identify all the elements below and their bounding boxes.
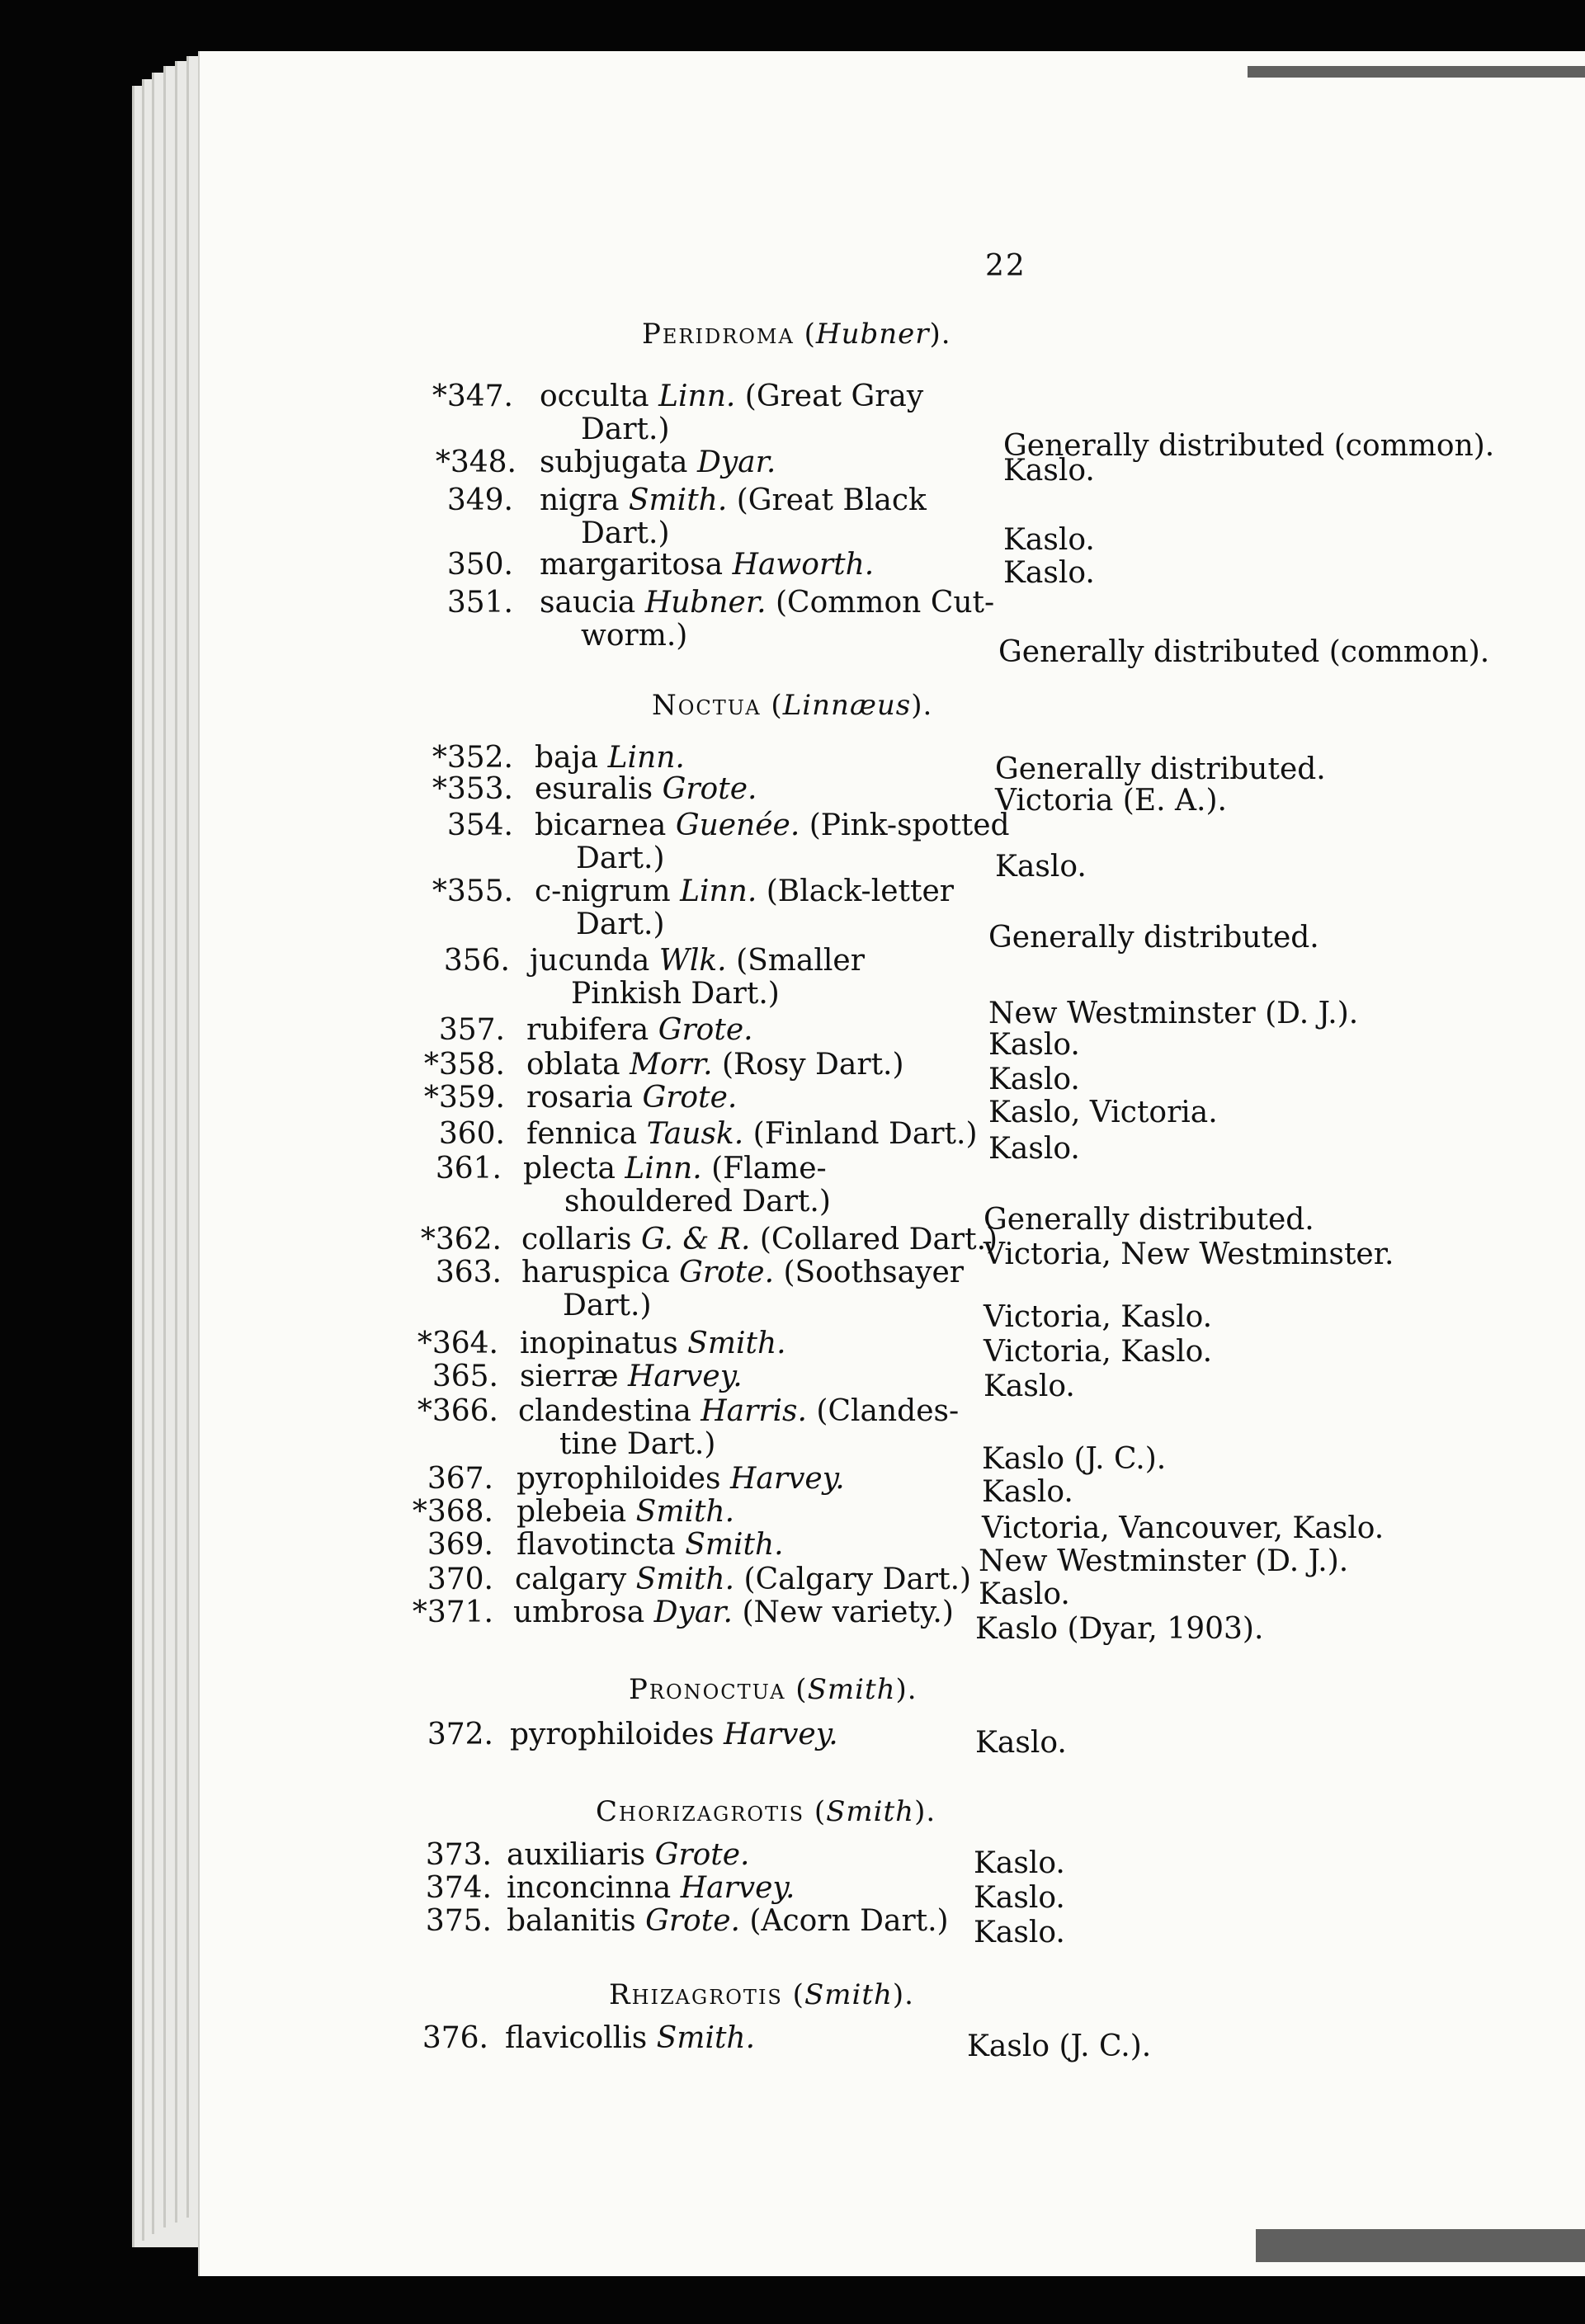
entry-number: 361. (435, 1152, 502, 1186)
entry-number: 354. (446, 808, 513, 842)
distribution-location: Kaslo (Dyar, 1903). (975, 1612, 1264, 1646)
species-author: Harvey. (680, 1871, 795, 1905)
species-author: Grote. (654, 1838, 750, 1872)
species-author: Grote. (658, 1013, 753, 1047)
distribution-location: Victoria, New Westminster. (984, 1237, 1394, 1271)
common-name: (Smaller (726, 944, 865, 978)
species-entry (523, 1152, 827, 1186)
species-author: Smith. (628, 483, 728, 517)
distribution-location: Kaslo. (984, 1369, 1075, 1403)
common-name-continued: Dart.) (576, 841, 665, 875)
entry-number: 374. (425, 1871, 492, 1905)
species-name: saucia (540, 586, 636, 620)
scan-edge-artifact (1256, 2229, 1585, 2262)
entry-number: *358. (423, 1048, 505, 1082)
entry-number: *348. (435, 445, 517, 479)
common-name: (Collared Dart.) (750, 1223, 998, 1256)
common-name-continued: Dart.) (581, 516, 670, 550)
genus-name: Peridroma (642, 318, 795, 351)
entry-number: 356. (443, 944, 510, 978)
species-entry (540, 445, 776, 479)
species-name: plebeia (517, 1495, 627, 1529)
species-entry (517, 1495, 734, 1529)
species-author: Harvey. (724, 1718, 838, 1751)
scan-edge-artifact (1248, 66, 1585, 78)
species-name: rubifera (526, 1013, 649, 1047)
entry-number: *359. (423, 1081, 505, 1115)
species-entry (540, 548, 874, 582)
distribution-location: New Westminster (D. J.). (988, 997, 1359, 1030)
species-entry (535, 874, 954, 908)
document-page (198, 51, 1585, 2276)
common-name-continued: shouldered Dart.) (564, 1185, 831, 1219)
species-author: Smith. (635, 1495, 735, 1529)
species-name: calgary (515, 1563, 627, 1596)
distribution-location: Kaslo. (975, 1726, 1067, 1760)
distribution-location: Kaslo (J. C.). (967, 2029, 1152, 2063)
entry-number: 357. (438, 1013, 505, 1047)
species-author: Grote. (662, 772, 757, 806)
common-name: (Black-letter (757, 874, 954, 908)
species-name: subjugata (540, 445, 688, 479)
genus-heading: Peridroma (Hubner). (642, 318, 951, 351)
species-author: Smith. (635, 1563, 735, 1596)
species-author: Smith. (685, 1528, 784, 1562)
species-name: clandestina (518, 1394, 691, 1428)
distribution-location: Generally distributed. (984, 1203, 1314, 1237)
species-name: occulta (540, 379, 649, 413)
distribution-location: Kaslo. (982, 1475, 1073, 1509)
common-name-continued: tine Dart.) (559, 1427, 716, 1461)
species-entry (526, 1048, 904, 1082)
species-name: collaris (521, 1223, 632, 1256)
species-entry (520, 1327, 786, 1360)
entry-number: 350. (446, 548, 513, 582)
species-entry (515, 1563, 971, 1596)
distribution-location: Generally distributed (common). (998, 635, 1490, 669)
entry-number: *366. (417, 1394, 498, 1428)
species-name: auxiliaris (507, 1838, 646, 1872)
species-name: baja (535, 741, 599, 775)
species-entry (526, 1117, 978, 1151)
entry-number: 375. (425, 1904, 492, 1938)
species-entry (518, 1394, 959, 1428)
genus-name: Chorizagrotis (596, 1795, 805, 1828)
species-name: margaritosa (540, 548, 724, 582)
genus-author: Smith (807, 1673, 896, 1706)
common-name: (Acorn Dart.) (739, 1904, 949, 1938)
distribution-location: Kaslo. (1003, 454, 1095, 488)
species-name: bicarnea (535, 808, 667, 842)
species-name: esuralis (535, 772, 653, 806)
genus-heading: Noctua (Linnæus). (652, 689, 933, 722)
common-name: (Great Black (727, 483, 927, 517)
species-entry (521, 1223, 998, 1256)
common-name-continued: Pinkish Dart.) (571, 977, 780, 1011)
species-name: rosaria (526, 1081, 634, 1115)
species-author: Smith. (687, 1327, 786, 1360)
entry-number: *352. (432, 741, 513, 775)
genus-author: Smith (826, 1795, 915, 1828)
entry-number: 365. (432, 1360, 498, 1393)
distribution-location: Kaslo. (974, 1846, 1065, 1880)
species-author: Morr. (630, 1048, 713, 1082)
distribution-location: Victoria, Vancouver, Kaslo. (982, 1511, 1385, 1545)
entry-number: 376. (422, 2021, 488, 2055)
entry-number: *347. (432, 379, 513, 413)
entry-number: 372. (427, 1718, 493, 1751)
common-name: (Common Cut- (766, 586, 995, 620)
species-entry (535, 808, 1010, 842)
genus-name: Noctua (652, 689, 762, 722)
species-name: umbrosa (513, 1596, 645, 1629)
species-author: Harvey. (730, 1462, 845, 1496)
entry-number: *362. (420, 1223, 502, 1256)
common-name: (Rosy Dart.) (712, 1048, 904, 1082)
species-name: c-nigrum (535, 874, 671, 908)
species-entry (510, 1718, 838, 1751)
common-name: (Great Gray (735, 379, 924, 413)
distribution-location: Victoria, Kaslo. (984, 1300, 1213, 1334)
species-entry (526, 1013, 753, 1047)
species-entry (513, 1596, 954, 1629)
genus-name: Pronoctua (629, 1673, 786, 1706)
common-name-continued: Dart.) (576, 907, 665, 941)
common-name: (Pink-spotted (800, 808, 1010, 842)
species-author: Harvey. (628, 1360, 743, 1393)
common-name: (New variety.) (733, 1596, 954, 1629)
species-author: Haworth. (732, 548, 875, 582)
entry-number: 369. (427, 1528, 493, 1562)
species-name: pyrophiloides (510, 1718, 715, 1751)
genus-heading: Rhizagrotis (Smith). (609, 1978, 914, 2011)
genus-heading: Pronoctua (Smith). (629, 1673, 918, 1706)
species-entry (505, 2021, 755, 2055)
distribution-location: New Westminster (D. J.). (979, 1544, 1349, 1578)
distribution-location: Generally distributed. (988, 921, 1319, 955)
species-entry (540, 483, 927, 517)
distribution-location: Kaslo. (1003, 523, 1095, 557)
species-author: Guenée. (675, 808, 800, 842)
genus-heading: Chorizagrotis (Smith). (596, 1795, 936, 1828)
distribution-location: Kaslo. (979, 1577, 1070, 1611)
entry-number: *364. (417, 1327, 498, 1360)
distribution-location: Generally distributed (common). (1003, 429, 1495, 463)
common-name-continued: Dart.) (581, 412, 670, 446)
species-name: nigra (540, 483, 620, 517)
entry-number: 351. (446, 586, 513, 620)
genus-author: Linnæus (782, 689, 912, 722)
common-name-continued: Dart.) (563, 1289, 652, 1322)
entry-number: 367. (427, 1462, 493, 1496)
distribution-location: Kaslo. (988, 1132, 1080, 1166)
common-name-continued: worm.) (581, 619, 688, 653)
species-name: plecta (523, 1152, 616, 1186)
species-name: sierræ (520, 1360, 619, 1393)
distribution-location: Kaslo. (974, 1881, 1065, 1915)
species-entry (540, 379, 923, 413)
entry-number: 373. (425, 1838, 492, 1872)
species-entry (520, 1360, 743, 1393)
distribution-location: Kaslo (J. C.). (982, 1442, 1167, 1476)
species-author: Harris. (701, 1394, 807, 1428)
species-name: inopinatus (520, 1327, 678, 1360)
species-entry (521, 1256, 964, 1289)
species-name: flavotincta (517, 1528, 676, 1562)
common-name: (Calgary Dart.) (734, 1563, 972, 1596)
species-author: Wlk. (658, 944, 727, 978)
species-entry (526, 1081, 737, 1115)
entry-number: 370. (427, 1563, 493, 1596)
species-name: flavicollis (505, 2021, 648, 2055)
entry-number: 360. (438, 1117, 505, 1151)
species-entry (517, 1528, 784, 1562)
species-name: jucunda (530, 944, 650, 978)
species-author: Linn. (658, 379, 736, 413)
species-name: inconcinna (507, 1871, 672, 1905)
entry-number: *355. (432, 874, 513, 908)
distribution-location: Victoria (E. A.). (995, 784, 1227, 818)
genus-name: Rhizagrotis (609, 1978, 783, 2011)
common-name: (Flame- (701, 1152, 827, 1186)
distribution-location: Victoria, Kaslo. (984, 1335, 1213, 1369)
distribution-location: Kaslo. (988, 1063, 1080, 1096)
entry-number: 349. (446, 483, 513, 517)
common-name: (Soothsayer (774, 1256, 964, 1289)
species-entry (540, 586, 994, 620)
genus-author: Smith (804, 1978, 893, 2011)
species-name: oblata (526, 1048, 620, 1082)
species-author: Smith. (656, 2021, 756, 2055)
entry-number: *368. (412, 1495, 493, 1529)
species-entry (507, 1871, 795, 1905)
page-number: 22 (985, 249, 1026, 283)
species-name: pyrophiloides (517, 1462, 721, 1496)
common-name: (Clandes- (806, 1394, 960, 1428)
species-author: Grote. (645, 1904, 740, 1938)
species-author: G. & R. (640, 1223, 751, 1256)
entry-number: 363. (435, 1256, 502, 1289)
species-entry (507, 1838, 749, 1872)
species-author: Linn. (607, 741, 685, 775)
species-author: Grote. (679, 1256, 775, 1289)
species-author: Linn. (625, 1152, 702, 1186)
species-entry (507, 1904, 949, 1938)
species-entry (535, 772, 757, 806)
common-name: (Finland Dart.) (743, 1117, 978, 1151)
species-name: fennica (526, 1117, 638, 1151)
distribution-location: Kaslo. (974, 1916, 1065, 1949)
entry-number: *353. (432, 772, 513, 806)
species-author: Tausk. (646, 1117, 744, 1151)
entry-number: *371. (412, 1596, 493, 1629)
genus-author: Hubner (815, 318, 930, 351)
species-author: Grote. (642, 1081, 738, 1115)
species-name: haruspica (521, 1256, 670, 1289)
distribution-location: Kaslo. (1003, 556, 1095, 590)
species-author: Hubner. (644, 586, 767, 620)
species-entry (517, 1462, 845, 1496)
species-entry (535, 741, 685, 775)
species-entry (530, 944, 865, 978)
species-author: Linn. (680, 874, 757, 908)
species-author: Dyar. (696, 445, 776, 479)
species-name: balanitis (507, 1904, 636, 1938)
distribution-location: Kaslo. (988, 1028, 1080, 1062)
species-author: Dyar. (653, 1596, 734, 1629)
distribution-location: Generally distributed. (995, 752, 1326, 786)
distribution-location: Kaslo. (995, 850, 1087, 884)
distribution-location: Kaslo, Victoria. (988, 1096, 1218, 1129)
